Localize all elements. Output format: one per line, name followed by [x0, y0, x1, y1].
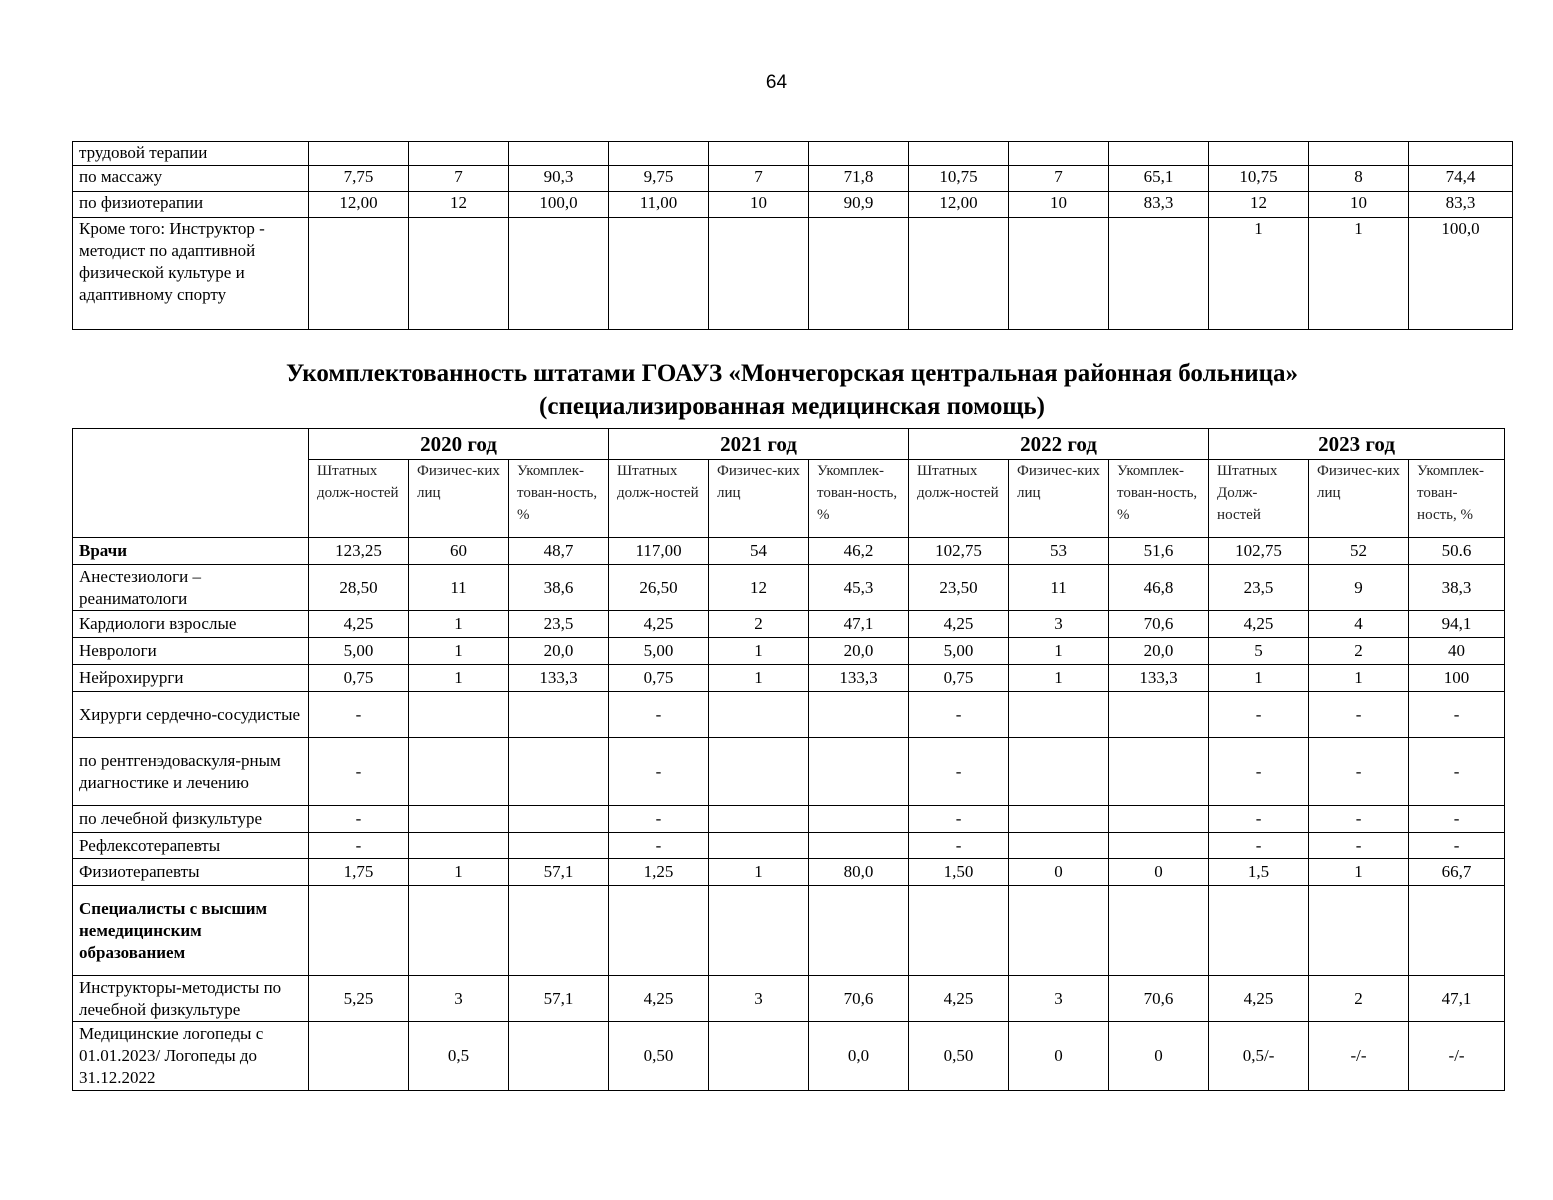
table-cell: -: [609, 692, 709, 738]
table-cell: [809, 218, 909, 330]
table-cell: [1209, 886, 1309, 976]
table-cell: 0,5: [409, 1022, 509, 1091]
table-cell: -: [1409, 692, 1505, 738]
table-cell: 26,50: [609, 565, 709, 611]
table-cell: -: [1209, 738, 1309, 806]
table-cell: [509, 692, 609, 738]
table-cell: 52: [1309, 538, 1409, 565]
table-cell: 0,75: [909, 665, 1009, 692]
year-header-2021: 2021 год: [609, 429, 909, 460]
table-cell: 38,3: [1409, 565, 1505, 611]
table-cell: [809, 738, 909, 806]
table-cell: 38,6: [509, 565, 609, 611]
table-cell: [1009, 886, 1109, 976]
table-cell: 94,1: [1409, 611, 1505, 638]
table-cell: 1,5: [1209, 859, 1309, 886]
table-cell: 5,00: [309, 638, 409, 665]
row-label: Нейрохирурги: [73, 665, 309, 692]
table-cell: 3: [409, 976, 509, 1022]
table-cell: 1: [409, 638, 509, 665]
table-cell: 1,75: [309, 859, 409, 886]
table-cell: [1109, 142, 1209, 166]
table-cell: 9,75: [609, 166, 709, 192]
table-cell: [1009, 692, 1109, 738]
table-cell: 1,50: [909, 859, 1009, 886]
table-row: [73, 806, 1505, 833]
section-title-line-2: (специализированная медицинская помощь): [539, 393, 1045, 420]
table-cell: [509, 218, 609, 330]
table-cell: 1: [1309, 859, 1409, 886]
table-cell: 0,75: [609, 665, 709, 692]
table-cell: [1109, 806, 1209, 833]
column-subheader: Штатных Долж-ностей: [1209, 460, 1309, 538]
table-cell: 12: [1209, 192, 1309, 218]
table-cell: [409, 806, 509, 833]
table-cell: [509, 886, 609, 976]
table-cell: 100,0: [509, 192, 609, 218]
row-label: Кроме того: Инструктор - методист по адаптивной физической культуре и адаптивному спорту: [73, 218, 309, 330]
table-cell: -: [1209, 833, 1309, 859]
table-cell: [309, 886, 409, 976]
table-cell: 54: [709, 538, 809, 565]
row-label: по массажу: [73, 166, 309, 192]
table-cell: 0,75: [309, 665, 409, 692]
table-cell: [809, 142, 909, 166]
table-row: [73, 565, 1505, 611]
table-cell: 4,25: [909, 976, 1009, 1022]
table-cell: 57,1: [509, 976, 609, 1022]
table-cell: 5,00: [609, 638, 709, 665]
table-cell: [709, 1022, 809, 1091]
table-cell: 1: [409, 665, 509, 692]
table-cell: 100,0: [1409, 218, 1513, 330]
table-cell: 0: [1009, 1022, 1109, 1091]
table-row: [73, 833, 1505, 859]
table-cell: 7: [1009, 166, 1109, 192]
table-cell: 71,8: [809, 166, 909, 192]
table-cell: 48,7: [509, 538, 609, 565]
table-row: [73, 886, 1505, 976]
column-subheader: Укомплек-тован-ность, %: [509, 460, 609, 538]
row-label: по лечебной физкультуре: [73, 806, 309, 833]
table-cell: 7: [409, 166, 509, 192]
table-row: [73, 859, 1505, 886]
column-subheader: Физичес-ких лиц: [709, 460, 809, 538]
table-cell: -: [1409, 738, 1505, 806]
table-cell: [809, 692, 909, 738]
table-cell: 1: [1209, 218, 1309, 330]
table-cell: -: [1309, 806, 1409, 833]
table-cell: 4,25: [909, 611, 1009, 638]
table-cell: [1409, 886, 1505, 976]
table-cell: 1: [1009, 638, 1109, 665]
table-cell: 102,75: [909, 538, 1009, 565]
row-label: Кардиологи взрослые: [73, 611, 309, 638]
table-cell: 70,6: [809, 976, 909, 1022]
column-subheader: Штатных долж-ностей: [909, 460, 1009, 538]
table-cell: 51,6: [1109, 538, 1209, 565]
table-cell: [509, 738, 609, 806]
column-subheader: Укомплек-тован-ность, %: [809, 460, 909, 538]
row-label: Специалисты с высшим немедицинским образованием: [73, 886, 309, 976]
table-cell: 10: [709, 192, 809, 218]
table-cell: [409, 218, 509, 330]
table-cell: [709, 142, 809, 166]
table-cell: -/-: [1309, 1022, 1409, 1091]
table-cell: [309, 1022, 409, 1091]
table-cell: 7,75: [309, 166, 409, 192]
table-cell: 20,0: [809, 638, 909, 665]
table-cell: 12: [409, 192, 509, 218]
table-cell: [1109, 692, 1209, 738]
table-row: [73, 1022, 1505, 1091]
table-cell: 47,1: [1409, 976, 1505, 1022]
table-cell: 0,50: [909, 1022, 1009, 1091]
table-cell: -: [609, 833, 709, 859]
table-cell: [709, 738, 809, 806]
row-label: Рефлексотерапевты: [73, 833, 309, 859]
table-cell: [1109, 218, 1209, 330]
table-cell: 1: [709, 665, 809, 692]
table-cell: [1009, 142, 1109, 166]
table-cell: -: [909, 738, 1009, 806]
table-cell: [409, 886, 509, 976]
table-cell: [309, 142, 409, 166]
table-cell: 50.6: [1409, 538, 1505, 565]
table-cell: 40: [1409, 638, 1505, 665]
section-title-line-1: Укомплектованность штатами ГОАУЗ «Мончегорская центральная районная больница»: [285, 360, 1299, 387]
table-cell: 4,25: [309, 611, 409, 638]
table-cell: 46,2: [809, 538, 909, 565]
table-row: [73, 611, 1505, 638]
table-cell: 4,25: [1209, 611, 1309, 638]
table-cell: 5: [1209, 638, 1309, 665]
staffing-table: [72, 428, 1505, 1091]
table-cell: 65,1: [1109, 166, 1209, 192]
table-cell: [1309, 886, 1409, 976]
table-cell: 60: [409, 538, 509, 565]
table-cell: 57,1: [509, 859, 609, 886]
table-cell: -: [909, 692, 1009, 738]
table-cell: 10,75: [909, 166, 1009, 192]
table-cell: 23,50: [909, 565, 1009, 611]
table-cell: 2: [1309, 638, 1409, 665]
table-cell: 133,3: [509, 665, 609, 692]
table-cell: 83,3: [1409, 192, 1513, 218]
table-cell: -/-: [1409, 1022, 1505, 1091]
table-cell: 23,5: [1209, 565, 1309, 611]
table-cell: 90,3: [509, 166, 609, 192]
table-cell: 3: [1009, 976, 1109, 1022]
row-label: Врачи: [73, 538, 309, 565]
table-cell: [609, 886, 709, 976]
table-row: [73, 976, 1505, 1022]
table-cell: 1: [1309, 665, 1409, 692]
table-cell: [909, 218, 1009, 330]
table-cell: 74,4: [1409, 166, 1513, 192]
table-cell: -: [1209, 692, 1309, 738]
table-cell: [609, 218, 709, 330]
column-subheader: Физичес-ких лиц: [409, 460, 509, 538]
table-cell: -: [1309, 833, 1409, 859]
table-cell: [709, 692, 809, 738]
table-cell: [1009, 738, 1109, 806]
row-label: Неврологи: [73, 638, 309, 665]
row-label: Инструкторы-методисты по лечебной физкультуре: [73, 976, 309, 1022]
table-cell: 83,3: [1109, 192, 1209, 218]
table-cell: [509, 142, 609, 166]
header-corner-cell: [73, 429, 309, 538]
table-cell: -: [309, 738, 409, 806]
table-cell: 9: [1309, 565, 1409, 611]
year-header-2022: 2022 год: [909, 429, 1209, 460]
table-cell: 8: [1309, 166, 1409, 192]
table-cell: [409, 142, 509, 166]
row-label: по рентгенэдоваскуля-рным диагностике и лечению: [73, 738, 309, 806]
table-cell: [909, 886, 1009, 976]
table-cell: 80,0: [809, 859, 909, 886]
table-cell: [1009, 833, 1109, 859]
year-header-2023: 2023 год: [1209, 429, 1505, 460]
table-cell: -: [309, 692, 409, 738]
table-cell: [309, 218, 409, 330]
table-row: [73, 665, 1505, 692]
table-cell: 117,00: [609, 538, 709, 565]
table-cell: [409, 738, 509, 806]
table-cell: [609, 142, 709, 166]
table-cell: 102,75: [1209, 538, 1309, 565]
continuation-table: [72, 141, 1513, 330]
table-cell: -: [1309, 692, 1409, 738]
table-row: [73, 192, 1513, 218]
table-cell: 47,1: [809, 611, 909, 638]
column-subheader: Укомплек-тован-ность, %: [1409, 460, 1505, 538]
table-cell: 11,00: [609, 192, 709, 218]
table-cell: 2: [709, 611, 809, 638]
table-cell: 100: [1409, 665, 1505, 692]
table-cell: 4,25: [609, 611, 709, 638]
table-cell: 20,0: [1109, 638, 1209, 665]
table-cell: 3: [1009, 611, 1109, 638]
table-cell: -: [609, 806, 709, 833]
table-cell: 3: [709, 976, 809, 1022]
column-subheader: Штатных долж-ностей: [609, 460, 709, 538]
table-cell: [1209, 142, 1309, 166]
table-cell: 0: [1109, 859, 1209, 886]
table-cell: [1009, 806, 1109, 833]
table-row: [73, 538, 1505, 565]
table-cell: -: [1209, 806, 1309, 833]
table-cell: 10: [1309, 192, 1409, 218]
table-row: [73, 218, 1513, 330]
table-cell: 0,0: [809, 1022, 909, 1091]
table-cell: [1309, 142, 1409, 166]
row-label: Хирурги сердечно-сосудистые: [73, 692, 309, 738]
table-cell: 45,3: [809, 565, 909, 611]
table-cell: 4: [1309, 611, 1409, 638]
table-cell: 5,25: [309, 976, 409, 1022]
table-cell: 1: [709, 638, 809, 665]
table-cell: 23,5: [509, 611, 609, 638]
table-cell: 1: [1309, 218, 1409, 330]
table-cell: [409, 692, 509, 738]
table-row: [73, 166, 1513, 192]
table-cell: -: [309, 806, 409, 833]
table-cell: -: [309, 833, 409, 859]
table-cell: -: [1409, 833, 1505, 859]
table-cell: 1,25: [609, 859, 709, 886]
table-cell: [709, 218, 809, 330]
table-cell: 12,00: [309, 192, 409, 218]
table-cell: 10: [1009, 192, 1109, 218]
table-cell: 4,25: [609, 976, 709, 1022]
year-header-row: [73, 429, 1505, 460]
row-label: по физиотерапии: [73, 192, 309, 218]
table-cell: 1: [1009, 665, 1109, 692]
row-label: трудовой терапии: [73, 142, 309, 166]
table-cell: 70,6: [1109, 976, 1209, 1022]
table-cell: 5,00: [909, 638, 1009, 665]
row-label: Анестезиологи – реаниматологи: [73, 565, 309, 611]
column-subheader: Штатных долж-ностей: [309, 460, 409, 538]
table-cell: [1009, 218, 1109, 330]
table-cell: 90,9: [809, 192, 909, 218]
table-cell: [509, 806, 609, 833]
table-cell: 66,7: [1409, 859, 1505, 886]
table-cell: [1109, 833, 1209, 859]
table-cell: 133,3: [1109, 665, 1209, 692]
table-cell: 0: [1109, 1022, 1209, 1091]
table-row: [73, 142, 1513, 166]
table-cell: [809, 806, 909, 833]
table-cell: [1109, 886, 1209, 976]
table-cell: [1109, 738, 1209, 806]
page-number: 64: [765, 72, 788, 93]
year-header-2020: 2020 год: [309, 429, 609, 460]
table-cell: 12: [709, 565, 809, 611]
table-cell: 2: [1309, 976, 1409, 1022]
table-cell: [509, 1022, 609, 1091]
table-row: [73, 692, 1505, 738]
table-cell: 123,25: [309, 538, 409, 565]
table-cell: 7: [709, 166, 809, 192]
table-cell: 1: [409, 859, 509, 886]
table-cell: 1: [409, 611, 509, 638]
table-cell: 10,75: [1209, 166, 1309, 192]
table-cell: 1: [1209, 665, 1309, 692]
table-cell: -: [1309, 738, 1409, 806]
table-cell: [809, 833, 909, 859]
row-label: Медицинские логопеды с 01.01.2023/ Логопеды до 31.12.2022: [73, 1022, 309, 1091]
table-cell: 11: [1009, 565, 1109, 611]
table-cell: [809, 886, 909, 976]
table-cell: 46,8: [1109, 565, 1209, 611]
table-cell: [709, 806, 809, 833]
table-cell: -: [609, 738, 709, 806]
table-cell: 28,50: [309, 565, 409, 611]
table-cell: 12,00: [909, 192, 1009, 218]
column-subheader: Физичес-ких лиц: [1309, 460, 1409, 538]
table-row: [73, 638, 1505, 665]
table-cell: 70,6: [1109, 611, 1209, 638]
table-cell: 11: [409, 565, 509, 611]
column-subheader: Укомплек-тован-ность, %: [1109, 460, 1209, 538]
table-cell: 133,3: [809, 665, 909, 692]
table-cell: -: [909, 833, 1009, 859]
table-cell: [409, 833, 509, 859]
table-cell: -: [1409, 806, 1505, 833]
table-cell: 0,50: [609, 1022, 709, 1091]
section-title: [72, 357, 1512, 423]
table-cell: [709, 886, 809, 976]
table-cell: [709, 833, 809, 859]
table-cell: [909, 142, 1009, 166]
table-cell: 4,25: [1209, 976, 1309, 1022]
row-label: Физиотерапевты: [73, 859, 309, 886]
table-cell: [1409, 142, 1513, 166]
table-cell: 20,0: [509, 638, 609, 665]
table-cell: 0,5/-: [1209, 1022, 1309, 1091]
table-cell: 0: [1009, 859, 1109, 886]
table-cell: [509, 833, 609, 859]
table-cell: 1: [709, 859, 809, 886]
table-cell: -: [909, 806, 1009, 833]
table-row: [73, 738, 1505, 806]
table-cell: 53: [1009, 538, 1109, 565]
column-subheader: Физичес-ких лиц: [1009, 460, 1109, 538]
